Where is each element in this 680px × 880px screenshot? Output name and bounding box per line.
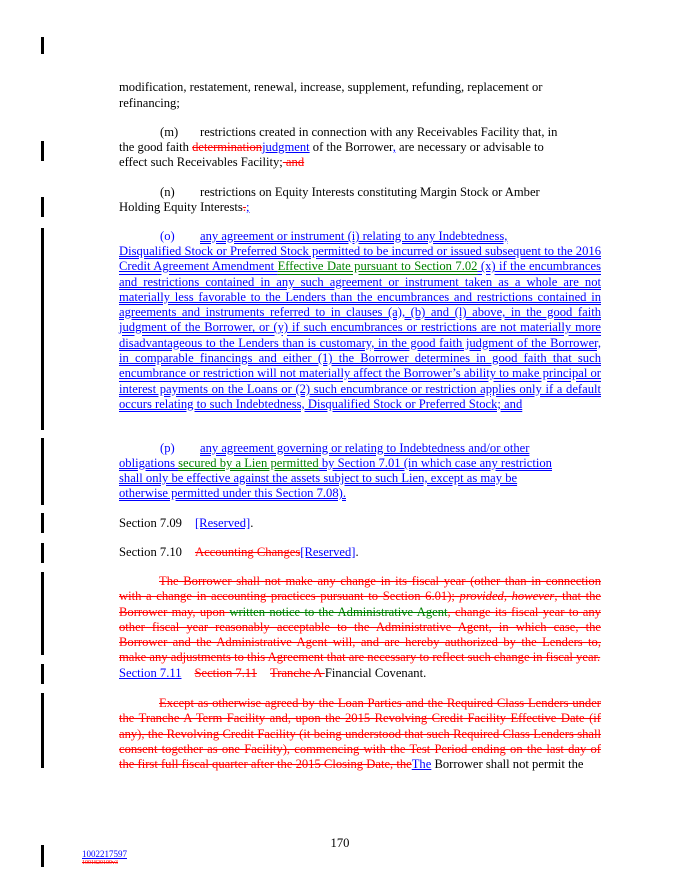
change-bar: [41, 543, 44, 563]
document-id: 1002217597: [82, 849, 127, 859]
clause-p-line-1: (p) any agreement governing or relating to Indebtedness and/or other: [160, 441, 530, 455]
inserted-text: The: [411, 757, 432, 772]
intro-line-2: refinancing;: [119, 96, 180, 110]
section-7-11-body: Except as otherwise agreed by the Loan Parties and the Required Class Lenders under the Tranche A Term Facility and, upon the 2015 Revolving Credit Facility Effective Date (if any), the Revolving Credit Facility (it being understood that such Required Class Lenders shall consent together as one Facility), commencing with the Test Period ending on the last day of the first full fiscal quarter after the 2015 Closing Date, theThe Borrower shall not permit the: [119, 696, 601, 772]
inserted-text: ;: [245, 200, 250, 214]
clause-m-label: (m): [160, 125, 179, 139]
change-bar: [41, 141, 44, 161]
inserted-text: [Reserved]: [194, 516, 251, 530]
clause-m-line-3: effect such Receivables Facility; and: [119, 155, 305, 169]
inserted-text: judgment: [262, 140, 310, 154]
clause-p-line-3: shall only be effective against the assets subject to such Lien, except as may be: [119, 471, 518, 485]
inserted-text: [Reserved]: [300, 545, 356, 559]
change-bar: [41, 438, 44, 505]
clause-o-body: Disqualified Stock or Preferred Stock permitted to be incurred or issued subsequent to the 2016 Credit Agreement Amendment Effective Date pursuant to Section 7.02 (x) if the encumbrances and restrictions contained in any such agreement or instrument taken as a whole are not materially less favorable to the Lenders than the encumbrances and restrictions contained in agreements and instruments referred to in clauses (a), (b) and (l) above, in the good faith judgment of the Borrower, or (y) if such encumbrances or restrictions are not materially more disadvantageous to the Lenders than is customary, in the good faith judgment of the Borrower, in comparable financings and either (1) the Borrower determines in good faith that such encumbrance or restriction will not materially affect the Borrower’s ability to make principal or interest payments on the Loans or (2) such encumbrance or restriction applies only if a default occurs relating to such Indebtedness, Disqualified Stock or Preferred Stock; and: [119, 244, 601, 411]
deleted-text: determination: [192, 140, 263, 154]
change-bar: [41, 664, 44, 684]
clause-p-line-2: obligations secured by a Lien permitted by Section 7.01 (in which case any restriction: [119, 456, 552, 470]
clause-n-label: (n): [160, 185, 175, 199]
deleted-text: and: [282, 155, 305, 169]
section-7-10-heading: Section 7.10 Accounting Changes[Reserved].: [119, 545, 359, 559]
section-number: Section 7.10: [119, 545, 182, 559]
inserted-text: ,: [392, 140, 396, 154]
section-7-09-heading: Section 7.09 [Reserved].: [119, 516, 254, 530]
document-id-old: 1001820109v3: [82, 860, 118, 866]
deleted-text: Accounting Changes: [194, 545, 301, 559]
change-bar: [41, 228, 44, 430]
deleted-text: Except as otherwise agreed by the Loan Parties and the Required Class Lenders under the Tranche A Term Facility and, upon the 2015 Revolving Credit Facility Effective Date (if any), the Revolving Credit Facility (it being understood that such Required Class Lenders shall consent together as one Facility), commencing with the Test Period ending on the last day of the first full fiscal quarter after the 2015 Closing Date, the: [119, 696, 601, 772]
clause-n-line-2: Holding Equity Interests.;: [119, 200, 250, 214]
clause-m-line-1: (m) restrictions created in connection with any Receivables Facility that, in: [160, 125, 558, 139]
deleted-text: Tranche A: [270, 666, 325, 680]
section-number: Section 7.09: [119, 516, 182, 530]
deleted-text: Section 7.11: [194, 666, 257, 680]
deleted-text: .: [242, 200, 246, 214]
intro-line-1: modification, restatement, renewal, increase, supplement, refunding, replacement or: [119, 80, 543, 94]
section-7-10-deleted-body: The Borrower shall not make any change in its fiscal year (other than in connection with a change in accounting practices pursuant to Section 6.01); provided, however, that the Borrower may, upon written notice to the Administrative Agent, change its fiscal year to any other fiscal year reasonably acceptable to the Administrative Agent, in which case, the Borrower and the Administrative Agent will, and are hereby authorized by the Lenders to, make any adjustments to this Agreement that are necessary to reflect such change in fiscal year.: [119, 574, 602, 665]
page-number: 170: [330, 836, 350, 850]
clause-p-line-4: otherwise permitted under this Section 7.08).: [119, 486, 346, 500]
change-bar: [41, 37, 44, 54]
section-7-11-heading: Section 7.11 Section 7.11 Tranche A Financial Covenant.: [119, 666, 427, 680]
moved-text: written notice to the Administrative Agent: [229, 604, 448, 619]
clause-o-label: (o): [160, 229, 175, 243]
moved-text: Effective Date pursuant to Section 7.02: [277, 259, 478, 274]
change-bar: [41, 513, 44, 533]
change-bar: [41, 572, 44, 655]
change-bar: [41, 197, 44, 217]
clause-o-line-1: (o) any agreement or instrument (i) relating to any Indebtedness,: [160, 229, 508, 243]
inserted-text: Section 7.11: [119, 666, 182, 680]
clause-n-line-1: (n) restrictions on Equity Interests constituting Margin Stock or Amber: [160, 185, 540, 199]
clause-m-line-2: the good faith determinationjudgment of the Borrower, are necessary or advisable to: [119, 140, 544, 154]
moved-text: secured by a Lien permitted: [178, 456, 319, 470]
clause-p-label: (p): [160, 441, 175, 455]
change-bar: [41, 693, 44, 768]
